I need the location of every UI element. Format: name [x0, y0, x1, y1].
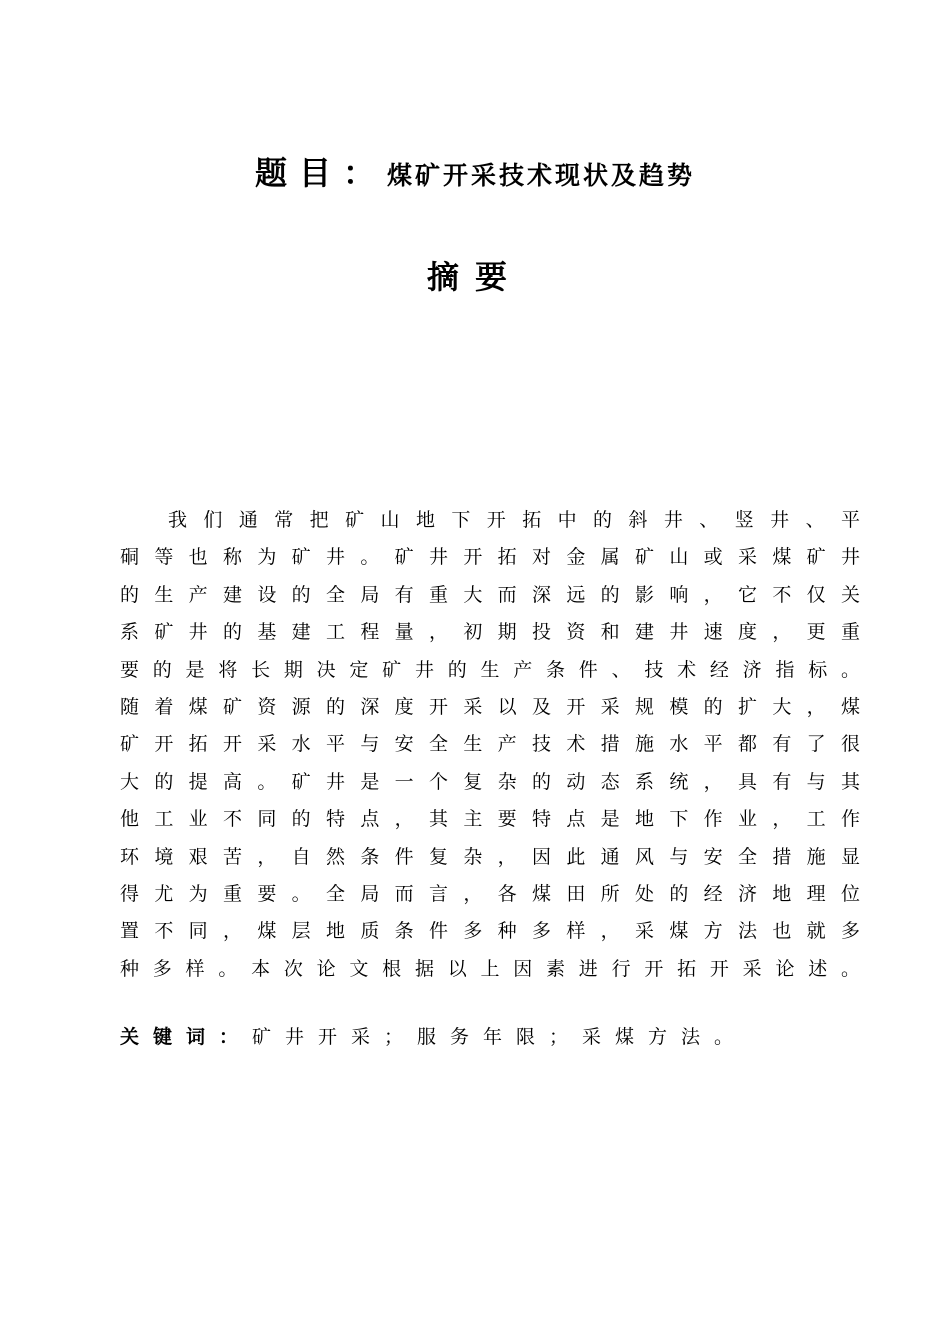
abstract-heading: 摘要	[426, 258, 523, 296]
body-line: 硐等也称为矿井。矿井开拓对金属矿山或采煤矿井	[120, 546, 860, 569]
keywords-line	[120, 1022, 860, 1052]
title-label: 题目：	[254, 154, 387, 192]
body-line: 随着煤矿资源的深度开采以及开采规模的扩大，煤	[120, 695, 860, 718]
page-title	[0, 148, 950, 194]
keywords-label: 关键词：	[120, 1026, 253, 1048]
body-line: 的生产建设的全局有重大而深远的影响，它不仅关	[120, 583, 860, 606]
body-line: 他工业不同的特点，其主要特点是地下作业，工作	[120, 808, 860, 831]
abstract-body	[120, 502, 860, 988]
body-line: 大的提高。矿井是一个复杂的动态系统，具有与其	[120, 770, 860, 793]
body-line: 系矿井的基建工程量，初期投资和建井速度，更重	[120, 621, 860, 644]
title-text: 煤矿开采技术现状及趋势	[387, 161, 696, 190]
body-line: 环境艰苦，自然条件复杂，因此通风与安全措施显	[120, 845, 860, 868]
body-line: 置不同，煤层地质条件多种多样，采煤方法也就多	[120, 920, 860, 943]
body-line: 矿开拓开采水平与安全生产技术措施水平都有了很	[120, 733, 860, 756]
keywords-text: 矿井开采；服务年限；采煤方法。	[252, 1026, 748, 1048]
body-line: 得尤为重要。全局而言，各煤田所处的经济地理位	[120, 882, 860, 905]
body-line: 我们通常把矿山地下开拓中的斜井、竖井、平	[168, 509, 860, 531]
body-line: 种多样。本次论文根据以上因素进行开拓开采论述。	[120, 957, 860, 980]
body-line: 要的是将长期决定矿井的生产条件、技术经济指标。	[120, 658, 860, 681]
